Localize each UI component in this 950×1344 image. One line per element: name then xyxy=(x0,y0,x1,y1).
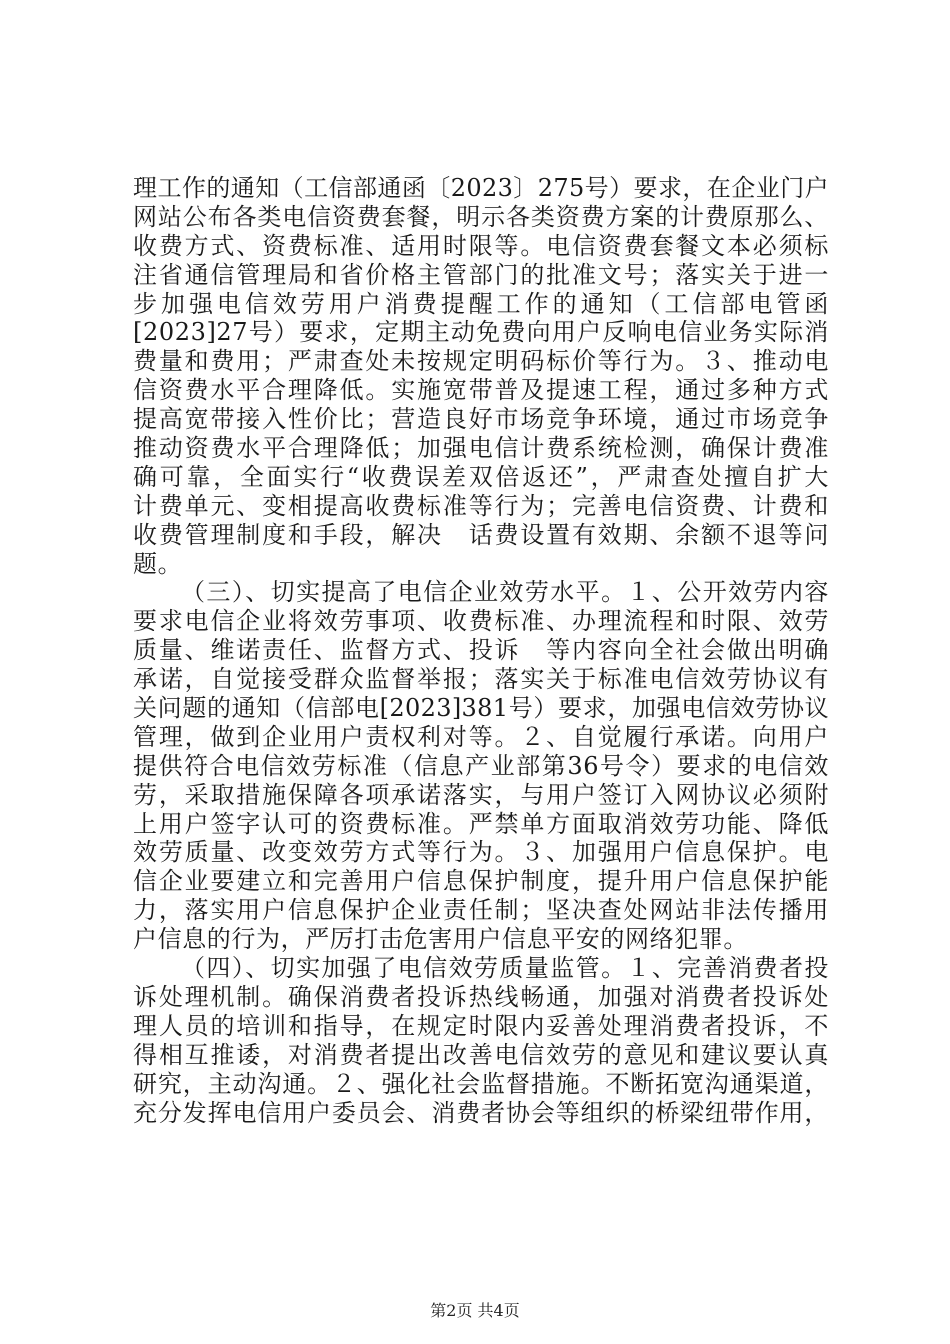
text-line: 费量和费用；严肃查处未按规定明码标价等行为。３、推动电 xyxy=(133,347,829,376)
text-line: 收费方式、资费标准、适用时限等。电信资费套餐文本必须标 xyxy=(133,231,829,260)
text-line: 要求电信企业将效劳事项、收费标准、办理流程和时限、效劳 xyxy=(133,607,829,636)
text-line: [2023]27号）要求，定期主动免费向用户反响电信业务实际消 xyxy=(133,318,829,347)
text-line: 质量、维诺责任、监督方式、投诉 等内容向全社会做出明确 xyxy=(133,636,829,665)
text-line: 确可靠，全面实行“收费误差双倍返还”，严肃查处擅自扩大 xyxy=(133,462,829,491)
text-line: 管理，做到企业用户责权利对等。２、自觉履行承诺。向用户 xyxy=(133,722,829,751)
text-line: 劳，采取措施保障各项承诺落实，与用户签订入网协议必须附 xyxy=(133,780,829,809)
text-line: 提高宽带接入性价比；营造良好市场竞争环境，通过市场竞争 xyxy=(133,405,829,434)
page-footer xyxy=(0,1301,950,1321)
text-line: 充分发挥电信用户委员会、消费者协会等组织的桥梁纽带作用， xyxy=(133,1098,829,1127)
text-line: 题。 xyxy=(133,549,183,578)
text-line: 研究，主动沟通。２、强化社会监督措施。不断拓宽沟通渠道， xyxy=(133,1069,829,1098)
text-line: 收费管理制度和手段，解决 话费设置有效期、余额不退等问 xyxy=(133,520,829,549)
text-line: 户信息的行为，严厉打击危害用户信息平安的网络犯罪。 xyxy=(133,925,748,954)
text-line: 承诺，自觉接受群众监督举报；落实关于标准电信效劳协议有 xyxy=(133,665,829,694)
section-heading-line: （四）、切实加强了电信效劳质量监管。１、完善消费者投 xyxy=(181,954,829,983)
text-line: 步加强电信效劳用户消费提醒工作的通知（工信部电管函 xyxy=(133,289,829,318)
text-line: 得相互推诿，对消费者提出改善电信效劳的意见和建议要认真 xyxy=(133,1040,829,1069)
text-line: 网站公布各类电信资费套餐，明示各类资费方案的计费原那么、 xyxy=(133,202,829,231)
text-line: 诉处理机制。确保消费者投诉热线畅通，加强对消费者投诉处 xyxy=(133,982,829,1011)
page-number: 第2页 共4页 xyxy=(430,1301,520,1320)
text-line: 计费单元、变相提高收费标准等行为；完善电信资费、计费和 xyxy=(133,491,829,520)
text-line: 力，落实用户信息保护企业责任制；坚决查处网站非法传播用 xyxy=(133,896,829,925)
text-line: 理工作的通知（工信部通函〔2023〕275号）要求，在企业门户 xyxy=(133,174,829,202)
text-line: 提供符合电信效劳标准（信息产业部第36号令）要求的电信效 xyxy=(133,751,829,780)
text-line: 信企业要建立和完善用户信息保护制度，提升用户信息保护能 xyxy=(133,867,829,896)
body-text xyxy=(133,174,829,1127)
text-line: 信资费水平合理降低。实施宽带普及提速工程，通过多种方式 xyxy=(133,376,829,405)
section-heading-line: （三）、切实提高了电信企业效劳水平。１、公开效劳内容 xyxy=(181,578,829,607)
text-line: 推动资费水平合理降低；加强电信计费系统检测，确保计费准 xyxy=(133,434,829,463)
text-line: 上用户签字认可的资费标准。严禁单方面取消效劳功能、降低 xyxy=(133,809,829,838)
text-line: 效劳质量、改变效劳方式等行为。３、加强用户信息保护。电 xyxy=(133,838,829,867)
text-line: 关问题的通知（信部电[2023]381号）要求，加强电信效劳协议 xyxy=(133,694,829,723)
text-line: 注省通信管理局和省价格主管部门的批准文号；落实关于进一 xyxy=(133,260,829,289)
text-line: 理人员的培训和指导，在规定时限内妥善处理消费者投诉，不 xyxy=(133,1011,829,1040)
